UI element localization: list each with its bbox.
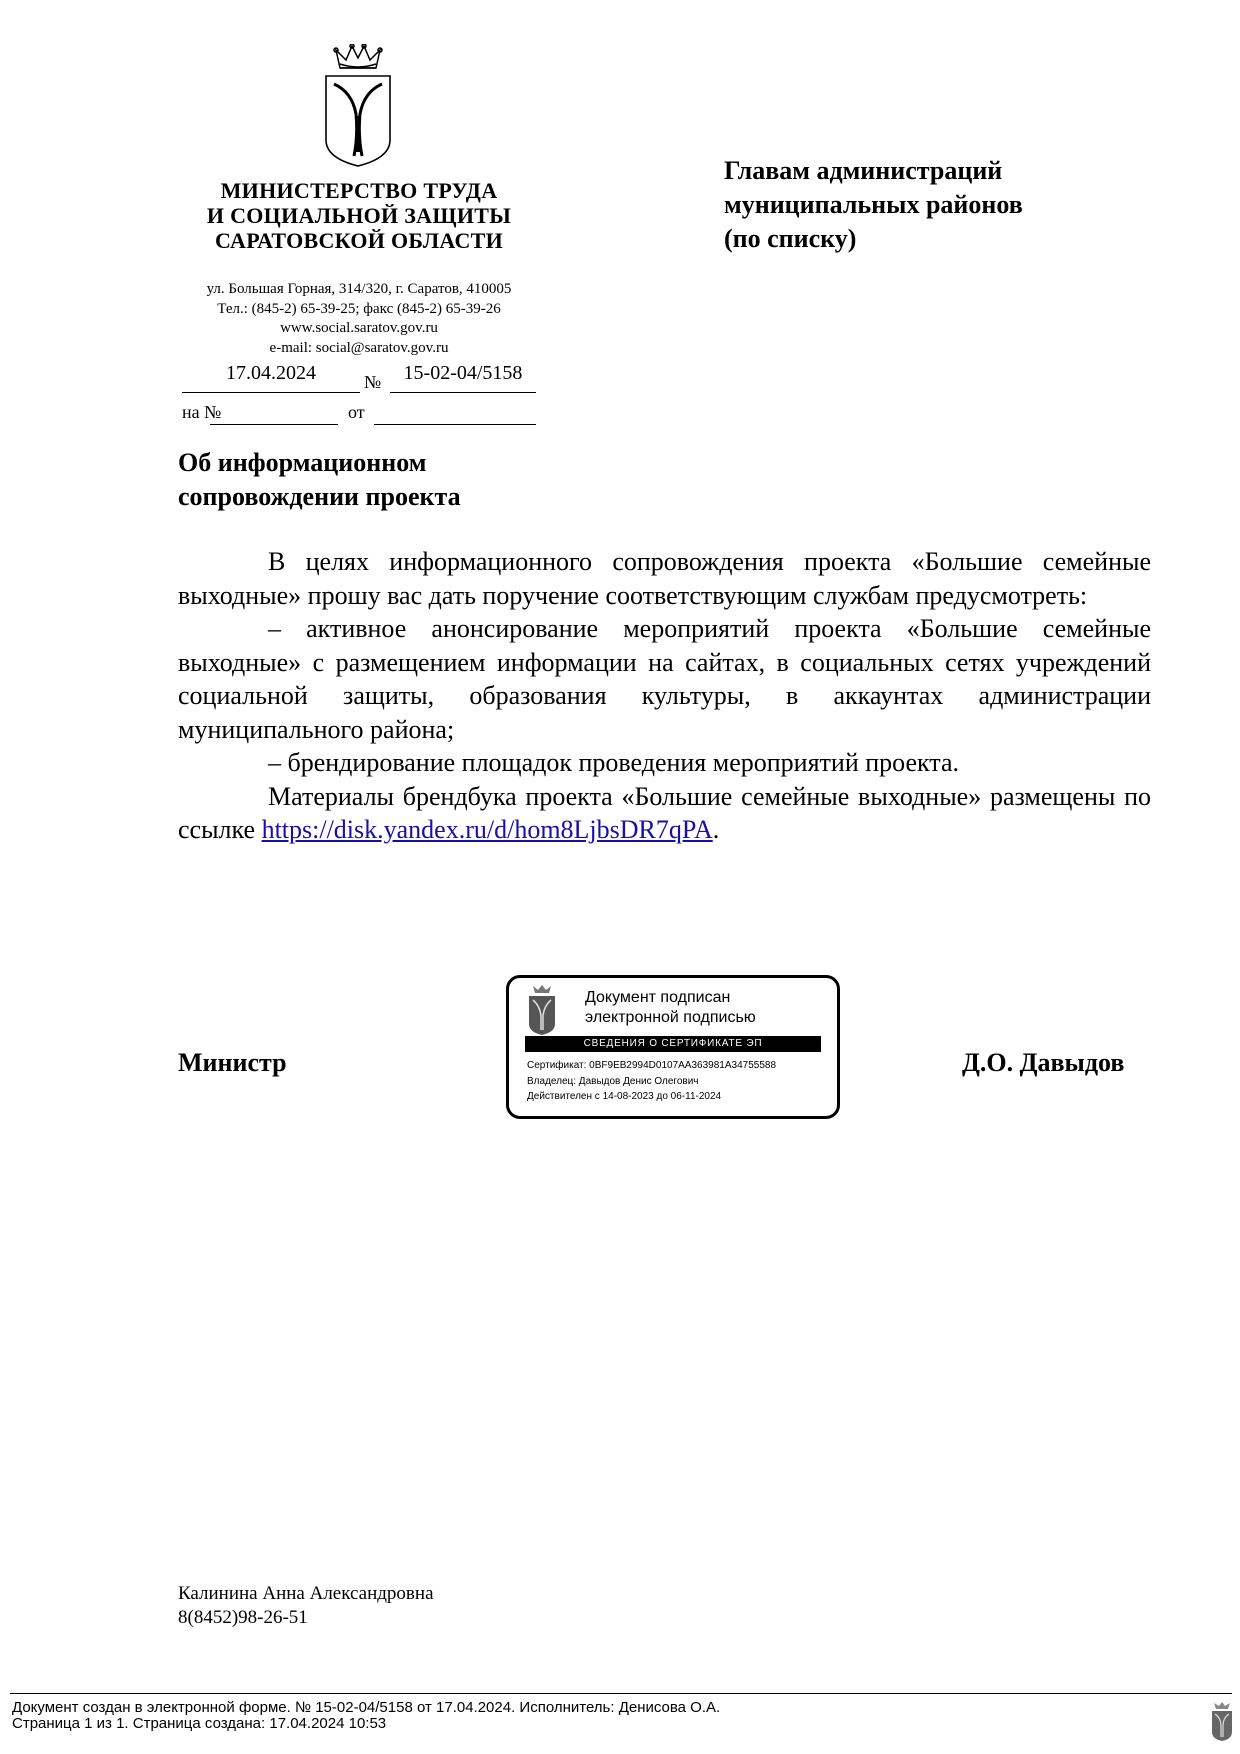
ministry-contacts [168, 280, 550, 358]
body-list-item: – активное анонсирование мероприятий проекта «Большие семейные выходные» с размещением информации на сайтах, в социальных сетях учреждений социальной защиты, образования культуры, в аккаунтах администрации муниципального района; [178, 614, 1151, 744]
certificate-details [527, 1058, 827, 1105]
document-date: 17.04.2024 [226, 362, 316, 384]
body-paragraph: В целях информационного сопровождения проекта «Большие семейные выходные» прошу вас дать поручение соответствующим службам предусмотреть: [178, 547, 1151, 610]
body-paragraph [178, 780, 1151, 847]
stamp-heading-line: Документ подписан [585, 989, 731, 1006]
certificate-info-bar: СВЕДЕНИЯ О СЕРТИФИКАТЕ ЭП [525, 1036, 821, 1052]
certificate-validity: Действителен с 14-08-2023 до 06-11-2024 [527, 1091, 722, 1102]
phone-fax: Тел.: (845-2) 65-39-25; факс (845-2) 65-39-26 [217, 300, 501, 317]
materials-end: . [712, 815, 720, 844]
brandbook-link[interactable]: https://disk.yandex.ru/d/hom8LjbsDR7qPA [261, 815, 713, 844]
ministry-line: И СОЦИАЛЬНОЙ ЗАЩИТЫ [206, 203, 512, 228]
stamp-heading [585, 988, 825, 1028]
signatory-name: Д.О. Давыдов [962, 1048, 1125, 1077]
ministry-name [178, 178, 540, 253]
materials-text: Материалы брендбука проекта «Большие семейные выходные» размещены по ссылке [178, 781, 1151, 844]
addressee [724, 154, 1144, 256]
footer-line-2: Страница 1 из 1. Страница создана: 17.04.2024 10:53 [12, 1715, 387, 1732]
coat-of-arms-icon [1210, 1702, 1234, 1742]
certificate-owner: Владелец: Давыдов Денис Олегович [527, 1075, 699, 1087]
footer-line-1: Документ создан в электронной форме. № 15-02-04/5158 от 17.04.2024. Исполнитель: Денисова О.А. [12, 1699, 721, 1716]
addressee-line: Главам администраций [724, 156, 1003, 185]
signatory-title: Министр [178, 1048, 287, 1077]
number-underline [390, 392, 536, 393]
footer-divider [10, 1693, 1232, 1694]
electronic-signature-stamp [506, 975, 840, 1119]
reply-underline [210, 424, 338, 425]
document-number: 15-02-04/5158 [403, 362, 523, 384]
ministry-line: МИНИСТЕРСТВО ТРУДА [220, 178, 498, 203]
address: ул. Большая Горная, 314/320, г. Саратов, 410005 [206, 281, 512, 297]
stamp-heading-line: электронной подписью [585, 1009, 756, 1026]
from-label: от [348, 402, 365, 422]
coat-of-arms-icon [527, 984, 557, 1036]
email: e-mail: social@saratov.gov.ru [269, 339, 449, 356]
executor-name: Калинина Анна Александровна [178, 1583, 434, 1604]
date-underline [182, 392, 360, 393]
coat-of-arms-icon [322, 44, 394, 168]
subject-line: сопровождении проекта [178, 482, 461, 511]
addressee-line: муниципальных районов [724, 190, 1023, 219]
subject-line: Об информационном [178, 448, 427, 477]
website: www.social.saratov.gov.ru [280, 320, 438, 336]
letter-subject [178, 446, 538, 514]
page-footer [12, 1700, 720, 1732]
body-list-item: – брендирование площадок проведения мероприятий проекта. [268, 748, 960, 777]
certificate-serial: Сертификат: 0BF9EB2994D0107AA363981A34755588 [527, 1060, 777, 1071]
ministry-line: САРАТОВСКОЙ ОБЛАСТИ [214, 228, 504, 253]
executor-phone: 8(8452)98-26-51 [178, 1607, 308, 1628]
addressee-line: (по списку) [724, 224, 857, 253]
reply-label: на № [182, 402, 222, 422]
letter-body [178, 545, 1151, 847]
executor-info [178, 1582, 434, 1630]
number-label: № [364, 372, 382, 392]
from-underline [374, 424, 536, 425]
